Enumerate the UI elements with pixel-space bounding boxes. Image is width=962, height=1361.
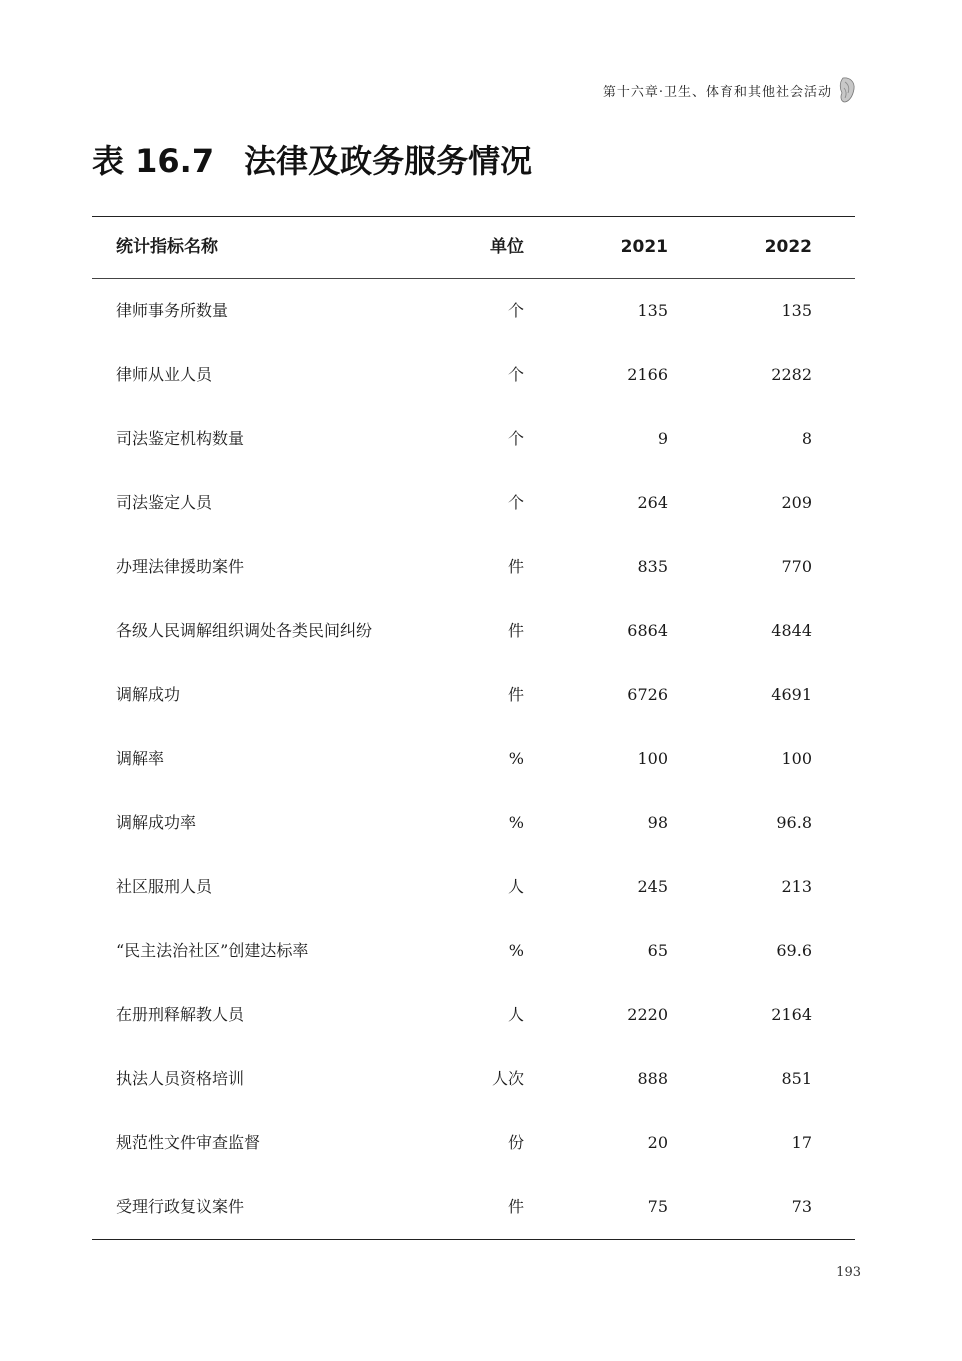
unit-cell: 个 [507,493,524,512]
value-2021-cell: 245 [637,877,668,896]
unit-cell: % [508,749,524,768]
table-row [92,407,855,471]
unit-cell: 件 [507,621,524,640]
table-body [92,279,855,1239]
indicator-cell: 律师从业人员 [116,365,213,384]
value-2022-cell: 73 [791,1197,812,1216]
value-2021-cell: 9 [657,429,668,448]
chapter-header [603,76,856,104]
value-2021-cell: 20 [647,1133,668,1152]
value-2021-cell: 98 [647,813,668,832]
page-number: 193 [836,1265,861,1280]
unit-cell: % [508,941,524,960]
column-header-indicator: 统计指标名称 [116,237,218,257]
table-title: 法律及政务服务情况 [244,142,533,180]
value-2022-cell: 213 [781,877,812,896]
value-2021-cell: 2166 [627,365,668,384]
table-row [92,535,855,599]
indicator-cell: “民主法治社区”创建达标率 [116,941,309,960]
value-2021-cell: 100 [637,749,668,768]
unit-cell: 人 [507,877,524,896]
value-2022-cell: 96.8 [776,813,812,832]
indicator-cell: 司法鉴定人员 [116,493,213,512]
unit-cell: 个 [507,365,524,384]
indicator-cell: 调解成功率 [116,813,197,832]
indicator-cell: 司法鉴定机构数量 [116,429,245,448]
indicator-cell: 执法人员资格培训 [116,1069,245,1088]
indicator-cell: 律师事务所数量 [116,301,229,320]
value-2022-cell: 100 [781,749,812,768]
value-2021-cell: 75 [647,1197,668,1216]
unit-cell: 件 [507,1197,524,1216]
unit-cell: 个 [507,429,524,448]
unit-cell: 人次 [491,1069,524,1088]
value-2022-cell: 135 [781,301,812,320]
value-2022-cell: 17 [791,1133,812,1152]
table-row [92,663,855,727]
value-2022-cell: 69.6 [776,941,812,960]
value-2021-cell: 2220 [627,1005,668,1024]
indicator-cell: 各级人民调解组织调处各类民间纠纷 [116,621,373,640]
indicator-cell: 在册刑释解教人员 [116,1005,245,1024]
value-2021-cell: 264 [637,493,668,512]
value-2022-cell: 2282 [771,365,812,384]
value-2022-cell: 8 [801,429,812,448]
column-header-2021: 2021 [620,237,668,257]
unit-cell: 人 [507,1005,524,1024]
value-2022-cell: 851 [781,1069,812,1088]
value-2021-cell: 6864 [627,621,668,640]
table-row [92,471,855,535]
unit-cell: 个 [507,301,524,320]
indicator-cell: 社区服刑人员 [116,877,213,896]
indicator-cell: 规范性文件审查监督 [116,1133,261,1152]
table-row [92,855,855,919]
value-2021-cell: 888 [637,1069,668,1088]
unit-cell: 件 [507,685,524,704]
indicator-cell: 调解率 [116,749,165,768]
table-row [92,343,855,407]
value-2022-cell: 209 [781,493,812,512]
unit-cell: 件 [507,557,524,576]
table-header-row [92,217,855,279]
page-title [92,136,532,182]
column-header-2022: 2022 [764,237,812,257]
indicator-cell: 办理法律援助案件 [116,557,245,576]
table-row [92,919,855,983]
table-row [92,599,855,663]
table-row [92,727,855,791]
data-table [92,216,855,1240]
value-2022-cell: 2164 [771,1005,812,1024]
table-row [92,1047,855,1111]
value-2021-cell: 135 [637,301,668,320]
chapter-title: 第十六章·卫生、体育和其他社会活动 [602,84,832,100]
value-2022-cell: 4691 [771,685,812,704]
value-2021-cell: 835 [637,557,668,576]
chapter-emblem-icon [838,76,856,104]
value-2022-cell: 4844 [771,621,812,640]
table-row [92,1175,855,1239]
value-2022-cell: 770 [781,557,812,576]
indicator-cell: 调解成功 [116,685,181,704]
unit-cell: % [508,813,524,832]
table-row [92,1111,855,1175]
column-header-unit: 单位 [490,237,524,257]
table-row [92,983,855,1047]
table-row [92,791,855,855]
value-2021-cell: 6726 [627,685,668,704]
table-row [92,279,855,343]
unit-cell: 份 [507,1133,524,1152]
value-2021-cell: 65 [647,941,668,960]
table-number: 表 16.7 [92,142,215,180]
indicator-cell: 受理行政复议案件 [116,1197,245,1216]
